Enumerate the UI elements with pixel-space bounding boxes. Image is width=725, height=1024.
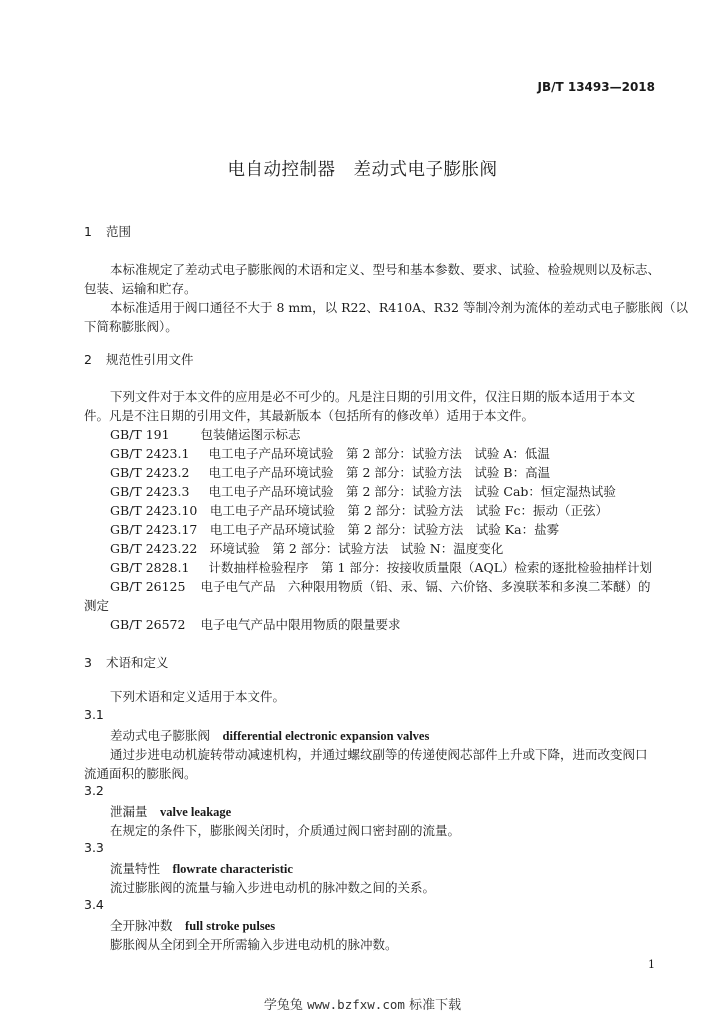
reference-item xyxy=(110,463,550,481)
footer-watermark xyxy=(0,994,725,1013)
reference-item xyxy=(110,577,651,595)
reference-item xyxy=(110,501,608,519)
term-heading xyxy=(110,916,275,934)
footer-site-name: 学兔兔 xyxy=(263,998,303,1013)
scope-paragraph-2-line-1: 本标准适用于阀口通径不大于 8 mm，以 R22、R410A、R32 等制冷剂为流体的差动式电子膨胀阀（以 xyxy=(110,300,688,315)
reference-title: 包装储运图示标志 xyxy=(200,427,301,442)
reference-code: GB/T 2423.17 xyxy=(110,522,198,537)
document-title: 电自动控制器 差动式电子膨胀阀 xyxy=(227,160,498,180)
scope-paragraph-1-line-2: 包装、运输和贮存。 xyxy=(84,281,197,296)
reference-code: GB/T 2423.2 xyxy=(110,465,190,480)
reference-code: GB/T 26572 xyxy=(110,617,186,632)
term-english: valve leakage xyxy=(160,805,232,819)
references-intro-line-2: 件。凡是不注日期的引用文件，其最新版本（包括所有的修改单）适用于本文件。 xyxy=(84,408,535,423)
reference-item xyxy=(110,615,401,633)
reference-code: GB/T 2423.3 xyxy=(110,484,190,499)
term-chinese: 差动式电子膨胀阀 xyxy=(110,728,211,743)
term-definition-line-1: 流过膨胀阀的流量与输入步进电动机的脉冲数之间的关系。 xyxy=(110,880,436,895)
terms-intro: 下列术语和定义适用于本文件。 xyxy=(110,689,286,704)
reference-title: 环境试验 第 2 部分：试验方法 试验 N：温度变化 xyxy=(209,541,504,556)
term-heading xyxy=(110,859,293,877)
reference-code: GB/T 191 xyxy=(110,427,170,442)
term-number: 3.1 xyxy=(84,707,104,722)
term-definition-line-2: 流通面积的膨胀阀。 xyxy=(84,766,197,781)
term-heading xyxy=(110,726,429,744)
term-number: 3.3 xyxy=(84,840,104,855)
reference-title: 电工电子产品环境试验 第 2 部分：试验方法 试验 B：高温 xyxy=(208,465,551,480)
reference-code: GB/T 26125 xyxy=(110,579,186,594)
reference-item xyxy=(110,539,503,557)
reference-code: GB/T 2423.1 xyxy=(110,446,190,461)
references-intro-line-1: 下列文件对于本文件的应用是必不可少的。凡是注日期的引用文件，仅注日期的版本适用于本文 xyxy=(110,389,636,404)
reference-title: 电工电子产品环境试验 第 2 部分：试验方法 试验 Fc：振动（正弦） xyxy=(209,503,608,518)
reference-item xyxy=(110,444,550,462)
scope-paragraph-1-line-1: 本标准规定了差动式电子膨胀阀的术语和定义、型号和基本参数、要求、试验、检验规则以及标志、 xyxy=(110,262,661,277)
reference-title: 电工电子产品环境试验 第 2 部分：试验方法 试验 Cab：恒定湿热试验 xyxy=(208,484,616,499)
term-english: differential electronic expansion valves xyxy=(222,729,430,743)
footer-tagline: 标准下载 xyxy=(409,998,462,1013)
term-number: 3.2 xyxy=(84,783,104,798)
reference-title: 测定 xyxy=(84,598,110,613)
section-1-heading xyxy=(84,222,131,240)
section-number: 1 xyxy=(84,224,92,239)
term-chinese: 流量特性 xyxy=(110,861,161,876)
section-2-heading xyxy=(84,350,193,368)
reference-item xyxy=(110,520,559,538)
section-number: 3 xyxy=(84,655,92,670)
term-chinese: 泄漏量 xyxy=(110,804,148,819)
term-chinese: 全开脉冲数 xyxy=(110,918,173,933)
section-title: 术语和定义 xyxy=(105,655,169,670)
reference-item xyxy=(110,482,616,500)
page-number: 1 xyxy=(648,958,655,971)
term-english: flowrate characteristic xyxy=(172,862,293,876)
section-title: 范围 xyxy=(105,224,131,239)
reference-title: 电子电气产品中限用物质的限量要求 xyxy=(200,617,401,632)
term-heading xyxy=(110,802,231,820)
section-title: 规范性引用文件 xyxy=(105,352,194,367)
reference-item xyxy=(110,425,301,443)
term-definition-line-1: 膨胀阀从全闭到全开所需输入步进电动机的脉冲数。 xyxy=(110,937,398,952)
term-definition-line-1: 在规定的条件下，膨胀阀关闭时，介质通过阀口密封副的流量。 xyxy=(110,823,461,838)
term-definition-line-1: 通过步进电动机旋转带动减速机构，并通过螺纹副等的传递使阀芯部件上升或下降，进而改变阀口 xyxy=(110,747,648,762)
scope-paragraph-2-line-2: 下简称膨胀阀）。 xyxy=(84,319,178,334)
reference-title: 电工电子产品环境试验 第 2 部分：试验方法 试验 Ka：盐雾 xyxy=(209,522,560,537)
reference-title: 电工电子产品环境试验 第 2 部分：试验方法 试验 A：低温 xyxy=(208,446,550,461)
standard-number: JB/T 13493—2018 xyxy=(537,80,655,94)
section-3-heading xyxy=(84,653,168,671)
reference-code: GB/T 2828.1 xyxy=(110,560,190,575)
section-number: 2 xyxy=(84,352,92,367)
reference-code: GB/T 2423.22 xyxy=(110,541,198,556)
reference-code: GB/T 2423.10 xyxy=(110,503,198,518)
reference-title: 计数抽样检验程序 第 1 部分：按接收质量限（AQL）检索的逐批检验抽样计划 xyxy=(208,560,652,575)
reference-item xyxy=(110,558,652,576)
reference-title: 电子电气产品 六种限用物质（铅、汞、镉、六价铬、多溴联苯和多溴二苯醚）的 xyxy=(200,579,651,594)
footer-url[interactable]: www.bzfxw.com xyxy=(307,997,405,1012)
term-english: full stroke pulses xyxy=(185,919,276,933)
term-number: 3.4 xyxy=(84,897,104,912)
reference-item-continuation xyxy=(84,596,109,614)
